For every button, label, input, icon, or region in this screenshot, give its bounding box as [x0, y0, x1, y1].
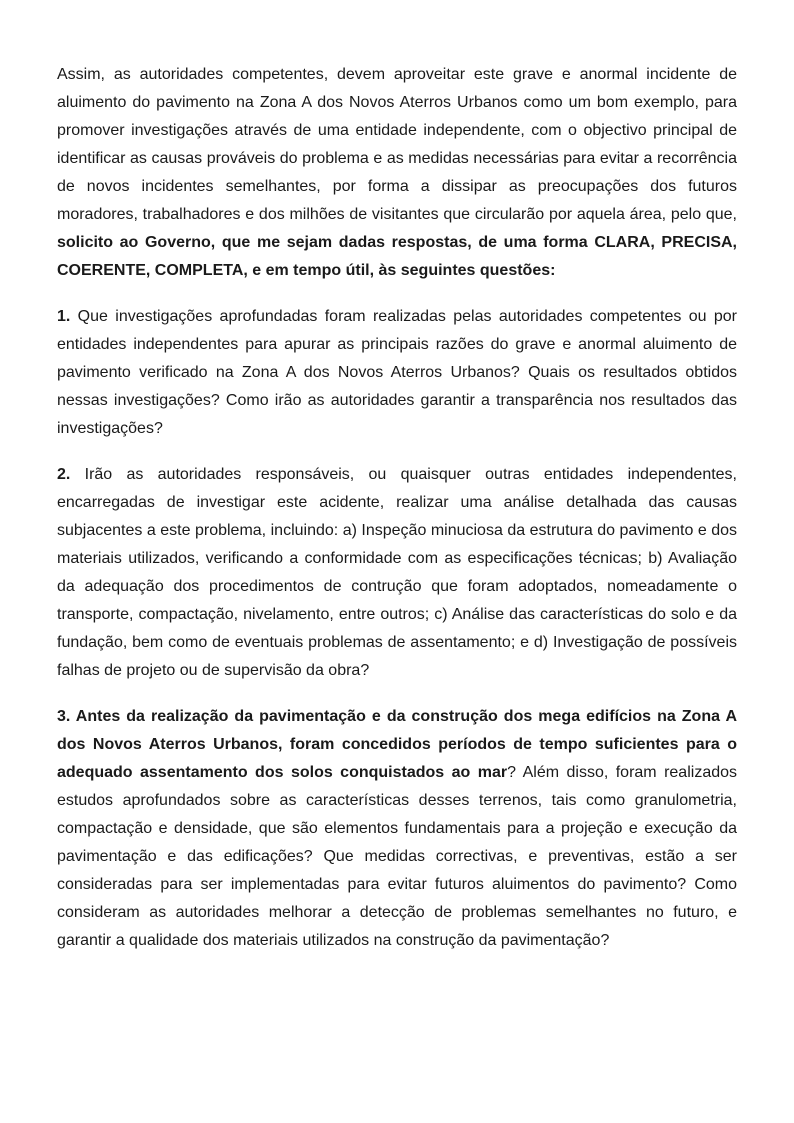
- question-3-bold-text: 3. Antes da realização da pavimentação e da construção dos mega edifícios na Zona A dos Novos Aterros Urbanos, foram concedidos períodos de tempo suficientes para o adequado assentamento dos solos conquistados ao mar: [57, 708, 737, 781]
- question-1-paragraph: [57, 303, 737, 443]
- intro-paragraph: [57, 61, 737, 285]
- question-1-number: 1.: [57, 308, 71, 325]
- question-3-paragraph: [57, 703, 737, 955]
- question-2-paragraph: [57, 461, 737, 685]
- question-2-number: 2.: [57, 466, 71, 483]
- intro-request-bold: solicito ao Governo, que me sejam dadas respostas, de uma forma CLARA, PRECISA, COERENTE, COMPLETA, e em tempo útil, às seguintes questões:: [57, 234, 737, 279]
- question-2-text: Irão as autoridades responsáveis, ou quaisquer outras entidades independentes, encarregadas de investigar este acidente, realizar uma análise detalhada das causas subjacentes a este problema, incluindo: a) Inspeção minuciosa da estrutura do pavimento e dos materiais utilizados, verificando a conformidade com as especificações técnicas; b) Avaliação da adequação dos procedimentos de contrução que foram adoptados, nomeadamente o transporte, compactação, nivelamento, entre outros; c) Análise das características do solo e da fundação, bem como de eventuais problemas de assentamento; e d) Investigação de possíveis falhas de projeto ou de supervisão da obra?: [57, 466, 737, 679]
- intro-text: Assim, as autoridades competentes, devem aproveitar este grave e anormal incidente de aluimento do pavimento na Zona A dos Novos Aterros Urbanos como um bom exemplo, para promover investigações através de uma entidade independente, com o objectivo principal de identificar as causas prováveis do problema e as medidas necessárias para evitar a recorrência de novos incidentes semelhantes, por forma a dissipar as preocupações dos futuros moradores, trabalhadores e dos milhões de visitantes que circularão por aquela área, pelo que,: [57, 66, 737, 223]
- question-1-text: Que investigações aprofundadas foram realizadas pelas autoridades competentes ou por entidades independentes para apurar as principais razões do grave e anormal aluimento de pavimento verificado na Zona A dos Novos Aterros Urbanos? Quais os resultados obtidos nessas investigações? Como irão as autoridades garantir a transparência nos resultados das investigações?: [57, 308, 737, 437]
- question-3-text: ? Além disso, foram realizados estudos aprofundados sobre as características desses terrenos, tais como granulometria, compactação e densidade, que são elementos fundamentais para a projeção e execução da pavimentação e das edificações? Que medidas correctivas, e preventivas, estão a ser consideradas para ser implementadas para evitar futuros aluimentos do pavimento? Como consideram as autoridades melhorar a detecção de problemas semelhantes no futuro, e garantir a qualidade dos materiais utilizados na construção da pavimentação?: [57, 764, 738, 949]
